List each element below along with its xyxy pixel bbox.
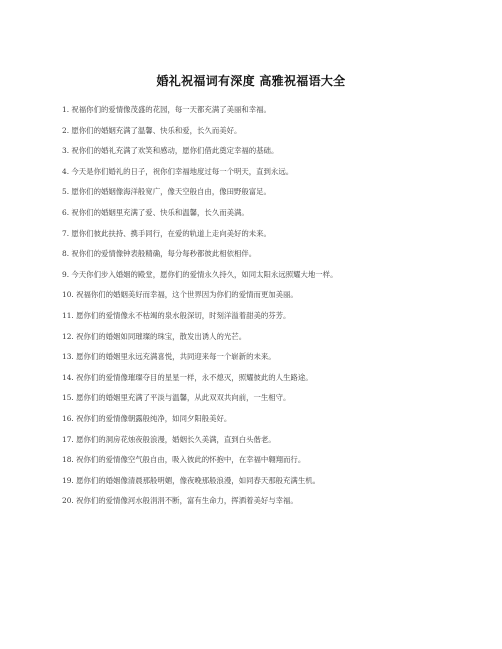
list-item: 7. 愿你们彼此扶持、携手同行，在爱的轨道上走向美好的未来。 bbox=[62, 228, 271, 238]
list-item: 20. 祝你们的爱情像河水般涓涓不断，富有生命力，挥洒着美好与幸福。 bbox=[62, 496, 298, 506]
list-item: 15. 愿你们的婚姻里充满了平淡与温馨，从此双双共向前，一生相守。 bbox=[62, 393, 291, 403]
list-item: 19. 愿你们的婚姻像清晨那般明媚，像夜晚那般浪漫，如同春天那般充满生机。 bbox=[62, 475, 320, 485]
list-item: 1. 祝福你们的爱情像茂盛的花园，每一天都充满了美丽和幸福。 bbox=[62, 105, 271, 114]
list-item: 18. 祝你们的爱情像空气般自由，吸入彼此的怀抱中，在幸福中翱翔而行。 bbox=[62, 455, 306, 465]
list-item: 16. 祝你们的爱情像朝露般纯净，如同夕阳般美好。 bbox=[62, 413, 232, 423]
list-item: 13. 愿你们的婚姻里永远充满喜悦，共同迎来每一个崭新的未来。 bbox=[62, 352, 276, 362]
list-item: 12. 祝你们的婚姻如同璀璨的珠宝，散发出诱人的光芒。 bbox=[62, 331, 247, 341]
list-item: 5. 愿你们的婚姻像海洋般宽广，像天空般自由，像田野般富足。 bbox=[62, 187, 271, 197]
blessing-list bbox=[62, 104, 444, 516]
list-item: 3. 祝你们的婚礼充满了欢笑和感动，愿你们借此奠定幸福的基础。 bbox=[62, 146, 279, 156]
list-item: 10. 祝福你们的婚姻美好而幸福，这个世界因为你们的爱情而更加美丽。 bbox=[62, 290, 298, 300]
list-item: 4. 今天是你们婚礼的日子，祝你们幸福地度过每一个明天，直到永远。 bbox=[62, 166, 294, 176]
list-item: 11. 愿你们的爱情像永不枯竭的泉水般深切，时刻洋溢着甜美的芬芳。 bbox=[62, 310, 291, 320]
list-item: 6. 祝你们的婚姻里充满了爱、快乐和温馨，长久而美满。 bbox=[62, 207, 249, 217]
document-title: 婚礼祝福词有深度 高雅祝福语大全 bbox=[156, 74, 346, 88]
list-item: 14. 祝你们的爱情像璀璨夺目的星星一样，永不熄灭，照耀彼此的人生路途。 bbox=[62, 372, 313, 382]
list-item: 9. 今天你们步入婚姻的殿堂，愿你们的爱情永久持久，如同太阳永远照耀大地一样。 bbox=[62, 269, 338, 279]
list-item: 2. 愿你们的婚姻充满了温馨、快乐和爱，长久而美好。 bbox=[62, 125, 242, 135]
list-item: 17. 愿你们的洞房花烛夜般浪漫，婚姻长久美满，直到白头偕老。 bbox=[62, 434, 276, 444]
list-item: 8. 祝你们的爱情像钟表般精确，每分每秒都彼此相依相伴。 bbox=[62, 249, 257, 259]
